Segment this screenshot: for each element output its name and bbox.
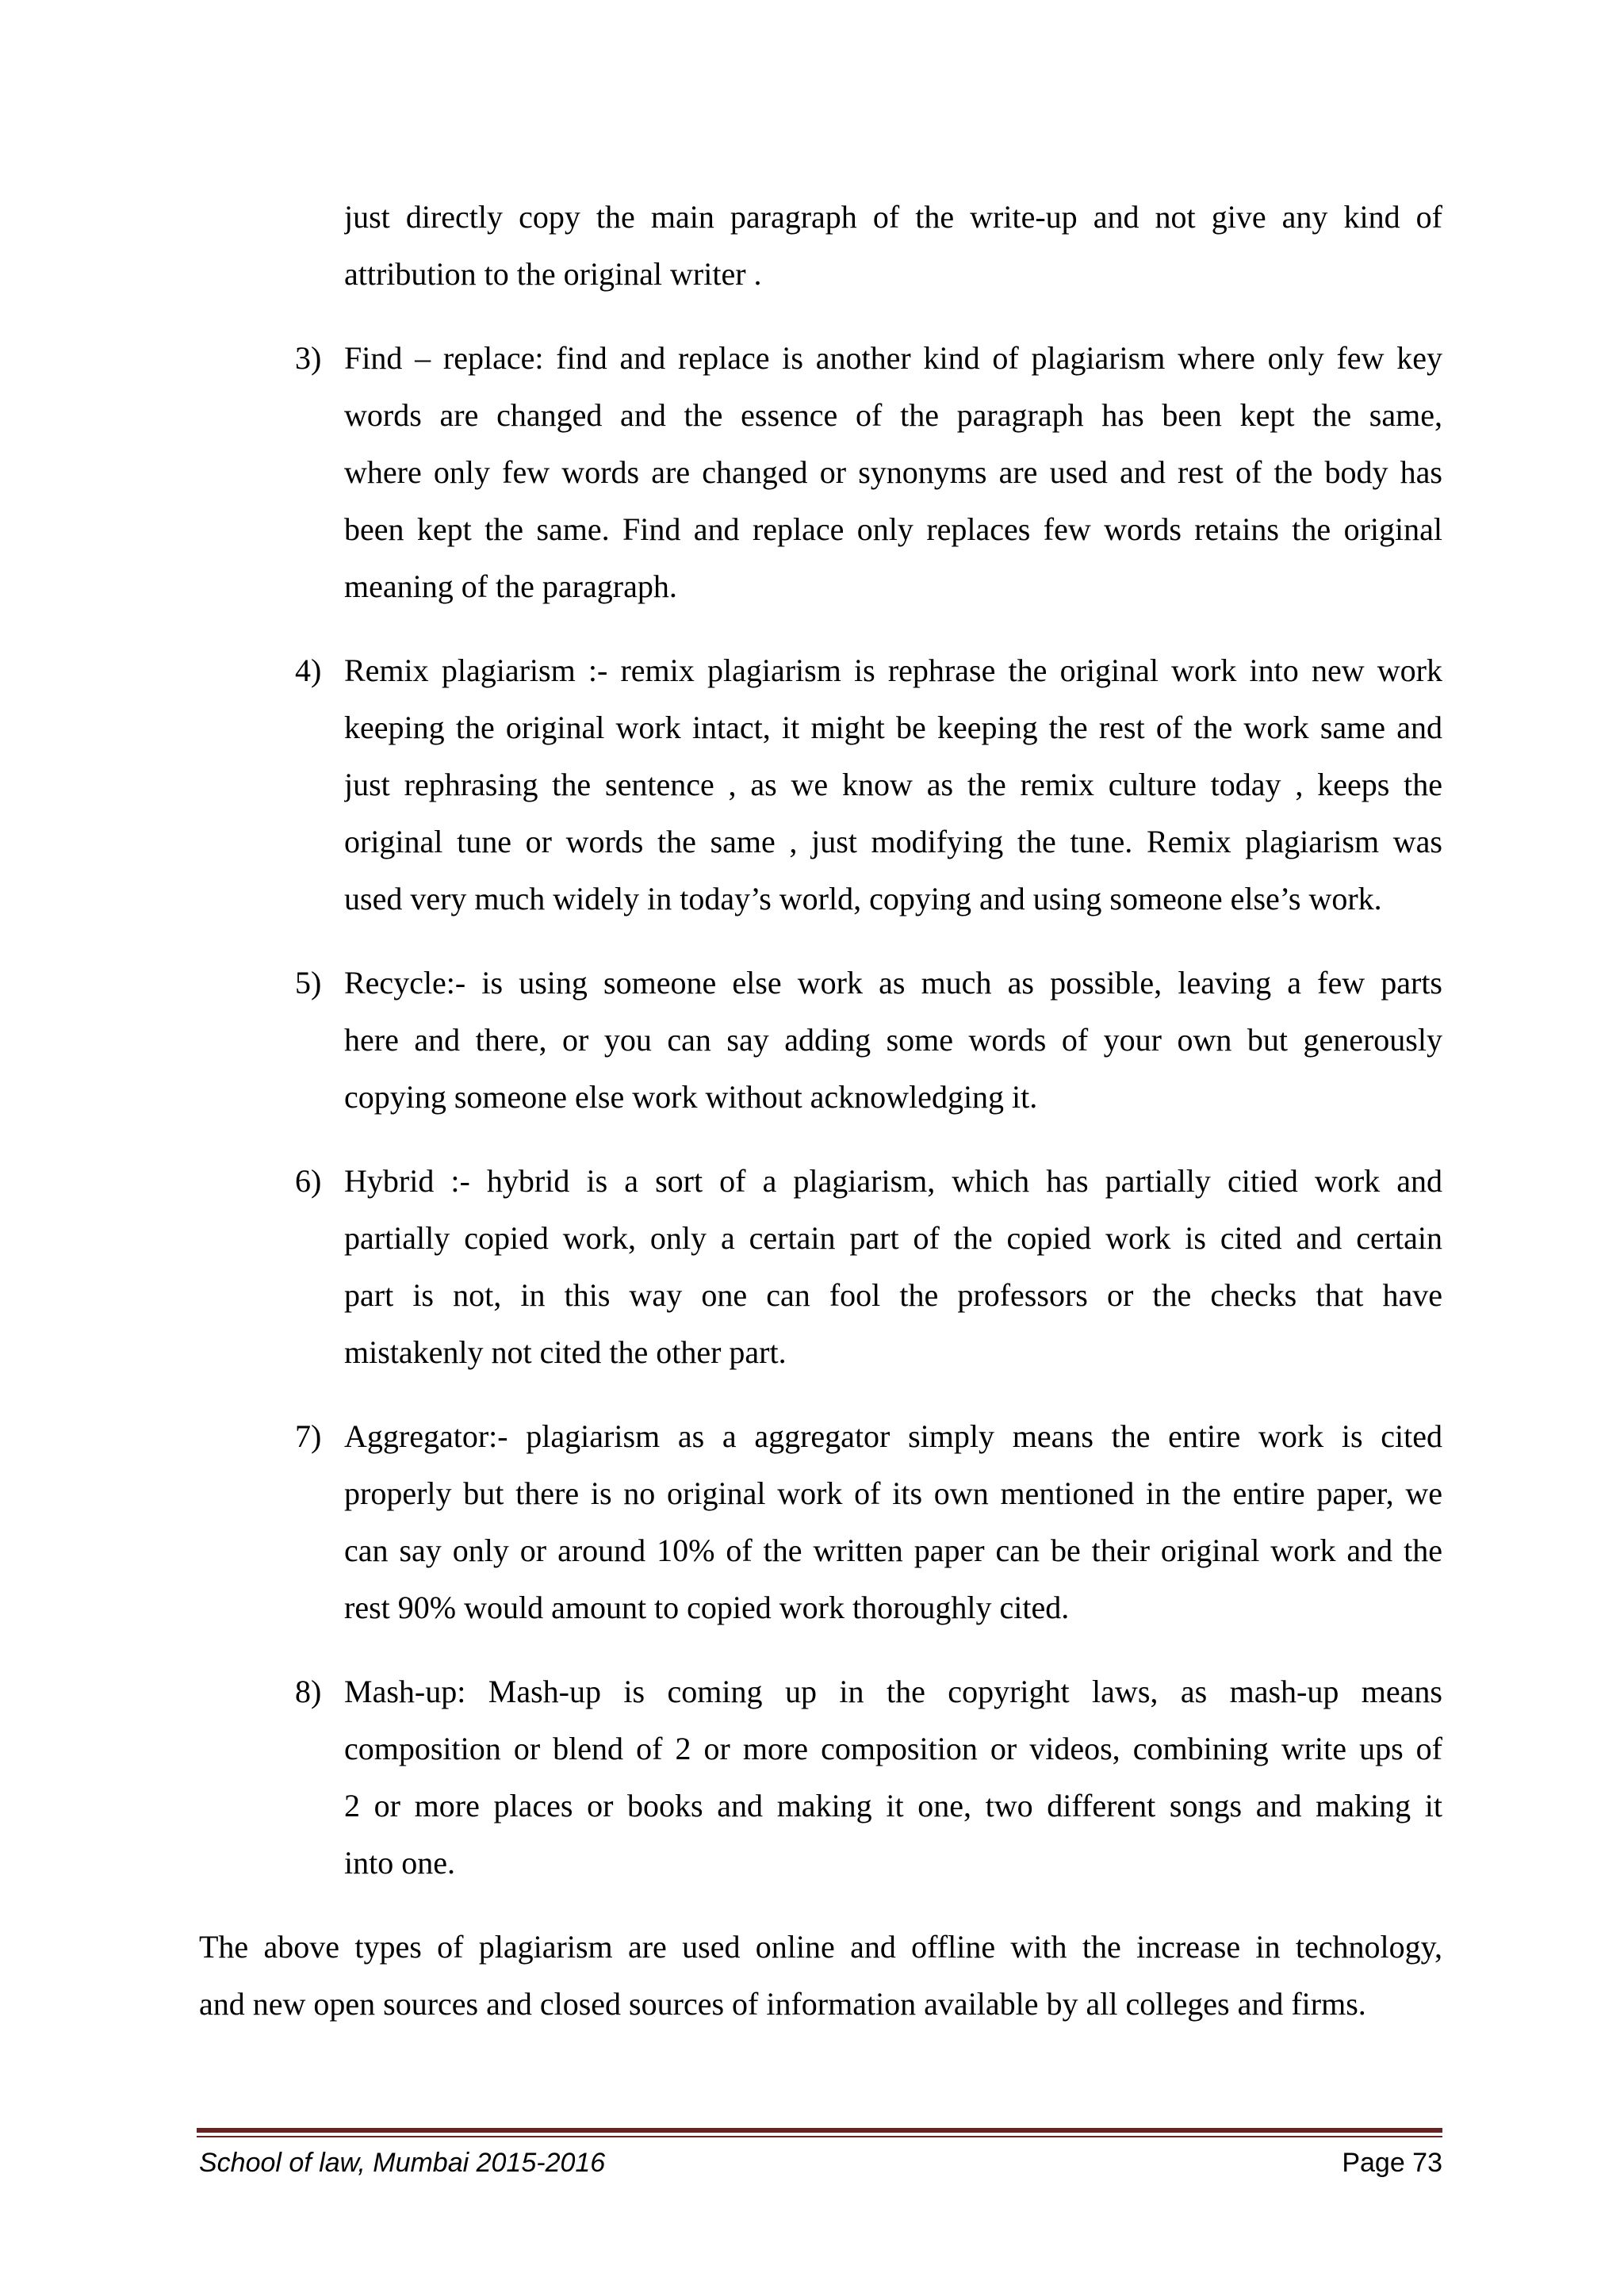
list-number: 7)	[295, 1418, 322, 1454]
closing-paragraph	[199, 1919, 1442, 2033]
text-line: just rephrasing the sentence , as we know as the remix culture today , keeps the	[344, 767, 1442, 802]
text-line: Recycle:- is using someone else work as much as possible, leaving a few parts	[344, 965, 1442, 1001]
footer-rule-thin	[197, 2136, 1442, 2137]
text-line: keeping the original work intact, it might be keeping the rest of the work same and	[344, 710, 1442, 745]
list-number: 6)	[295, 1163, 322, 1199]
text-line: part is not, in this way one can fool the professors or the checks that have	[344, 1277, 1442, 1313]
list-number: 4)	[295, 652, 322, 688]
list-item	[199, 1408, 1442, 1636]
text-line: been kept the same. Find and replace only replaces few words retains the original	[344, 511, 1442, 547]
list-number: 5)	[295, 965, 322, 1001]
text-line: into one.	[344, 1845, 455, 1881]
text-line: just directly copy the main paragraph of the write-up and not give any kind of	[344, 199, 1442, 235]
document-body	[199, 189, 1442, 2033]
text-line: mistakenly not cited the other part.	[344, 1334, 787, 1370]
footer-rule-thick	[197, 2128, 1442, 2133]
text-line: composition or blend of 2 or more composition or videos, combining write ups of	[344, 1731, 1442, 1766]
text-line: The above types of plagiarism are used online and offline with the increase in technology,	[199, 1929, 1442, 1965]
text-line: used very much widely in today’s world, copying and using someone else’s work.	[344, 881, 1382, 916]
text-line: copying someone else work without acknowledging it.	[344, 1079, 1038, 1115]
list-item	[199, 330, 1442, 615]
text-line: original tune or words the same , just modifying the tune. Remix plagiarism was	[344, 824, 1442, 859]
text-line: meaning of the paragraph.	[344, 568, 677, 604]
list-item	[199, 1153, 1442, 1381]
text-line: Find – replace: find and replace is another kind of plagiarism where only few key	[344, 340, 1442, 376]
text-line: Mash-up: Mash-up is coming up in the copyright laws, as mash-up means	[344, 1674, 1442, 1709]
text-line: partially copied work, only a certain part of the copied work is cited and certain	[344, 1220, 1442, 1256]
page-number: Page 73	[1342, 2148, 1442, 2178]
footer-title: School of law, Mumbai 2015-2016	[199, 2148, 606, 2178]
text-line: here and there, or you can say adding some words of your own but generously	[344, 1022, 1442, 1058]
text-line: rest 90% would amount to copied work thoroughly cited.	[344, 1590, 1070, 1625]
list-item	[199, 642, 1442, 928]
text-line: 2 or more places or books and making it one, two different songs and making it	[344, 1788, 1442, 1823]
text-line: Aggregator:- plagiarism as a aggregator simply means the entire work is cited	[344, 1418, 1442, 1454]
text-line: Hybrid :- hybrid is a sort of a plagiarism, which has partially citied work and	[344, 1163, 1442, 1199]
list-number: 8)	[295, 1674, 322, 1709]
list-number: 3)	[295, 340, 322, 376]
text-line: Remix plagiarism :- remix plagiarism is rephrase the original work into new work	[344, 652, 1442, 688]
list-item	[199, 955, 1442, 1126]
list-item	[199, 1663, 1442, 1892]
text-line: properly but there is no original work of its own mentioned in the entire paper, we	[344, 1475, 1442, 1511]
text-line: where only few words are changed or synonyms are used and rest of the body has	[344, 454, 1442, 490]
continued-list-item	[199, 189, 1442, 303]
text-line: words are changed and the essence of the paragraph has been kept the same,	[344, 397, 1442, 433]
text-line: attribution to the original writer .	[344, 256, 762, 292]
text-line: and new open sources and closed sources of information available by all colleges and firms.	[199, 1986, 1366, 2022]
text-line: can say only or around 10% of the written paper can be their original work and the	[344, 1533, 1442, 1568]
